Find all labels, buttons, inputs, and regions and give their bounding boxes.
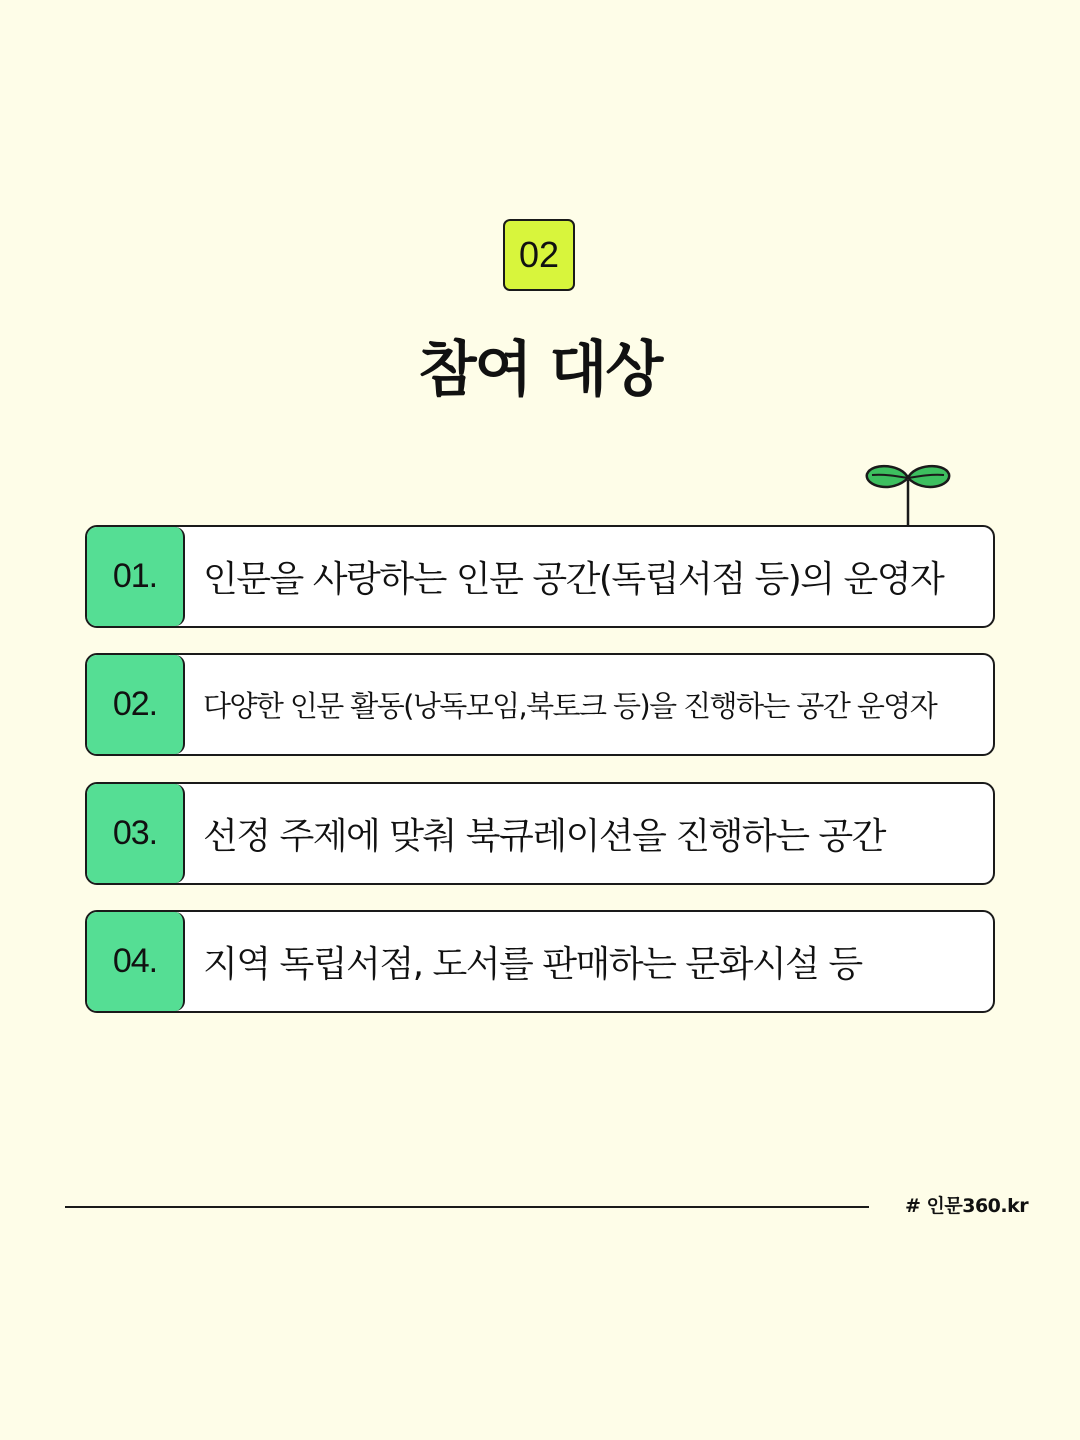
item-text: 지역 독립서점, 도서를 판매하는 문화시설 등: [203, 944, 862, 985]
item-number: 02.: [87, 655, 185, 754]
list-item: [85, 910, 995, 1013]
footer-site-tag: # 인문360.kr: [905, 1195, 1029, 1217]
page-title: 참여 대상: [418, 335, 662, 405]
section-number-badge: 02: [503, 219, 575, 291]
list-item: [85, 525, 995, 628]
item-number: 04.: [87, 912, 185, 1011]
item-text: 다양한 인문 활동(낭독모임,북토크 등)을 진행하는 공간 운영자: [203, 689, 937, 723]
list-item: [85, 653, 995, 756]
sprout-icon: [862, 458, 954, 530]
item-number: 03.: [87, 784, 185, 883]
item-number: 01.: [87, 527, 185, 626]
footer-divider: [65, 1206, 869, 1208]
item-text: 선정 주제에 맞춰 북큐레이션을 진행하는 공간: [203, 816, 885, 857]
list-item: [85, 782, 995, 885]
item-text: 인문을 사랑하는 인문 공간(독립서점 등)의 운영자: [203, 559, 944, 600]
